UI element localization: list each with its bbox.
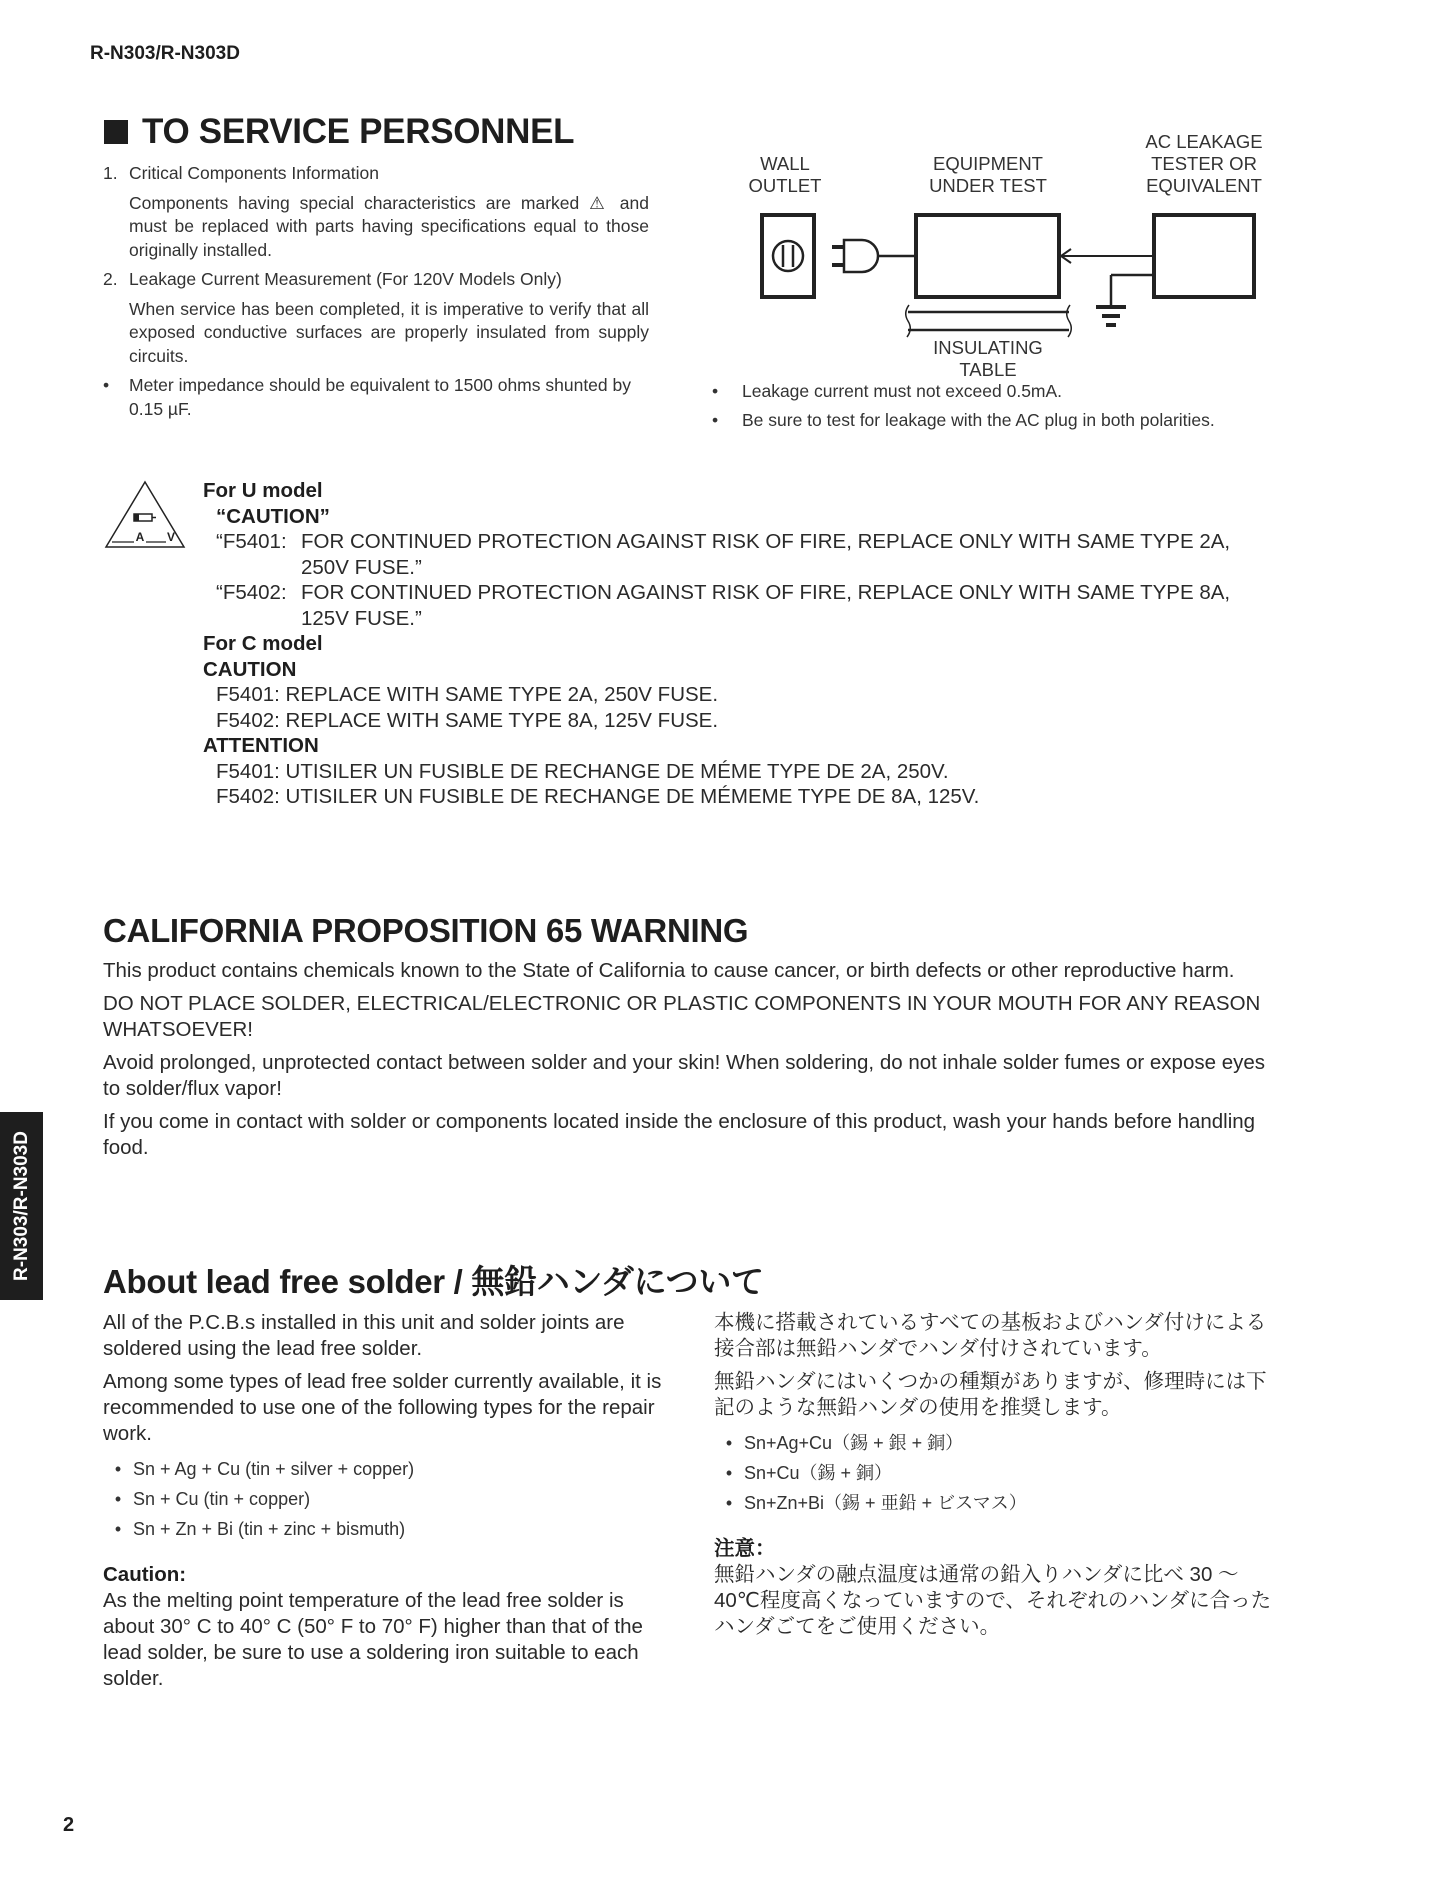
item-label: Critical Components Information <box>129 163 379 183</box>
label-line: INSULATING <box>933 337 1043 358</box>
paragraph: 本機に搭載されているすべての基板およびハンダ付けによる接合部は無鉛ハンダでハンダ付けされています。 <box>714 1311 1267 1360</box>
bullet-icon: • <box>725 1493 733 1513</box>
svg-text:V: V <box>166 530 176 544</box>
bullet-text: Be sure to test for leakage with the AC plug in both polarities. <box>742 410 1215 430</box>
california-warning-body <box>103 958 1283 1168</box>
label-line: AC LEAKAGE <box>1145 131 1263 152</box>
equipment-box <box>916 215 1059 297</box>
insulating-table-label <box>898 337 1078 381</box>
square-bullet-icon <box>104 120 128 144</box>
bullet-item <box>103 374 649 421</box>
list-item <box>103 1484 663 1514</box>
fuse-caution-block <box>203 478 1278 810</box>
side-model-tab <box>0 1112 43 1300</box>
list-item-text: Sn+Zn+Bi（錫 + 亜鉛 + ビスマス） <box>744 1493 1027 1513</box>
label-line: EQUIPMENT <box>933 153 1043 174</box>
bullet-item <box>712 406 1215 435</box>
svg-text:A: A <box>135 530 145 544</box>
bullet-text: Meter impedance should be equivalent to 1500 ohms shunted by 0.15 µF. <box>129 375 631 419</box>
fuse-line: F5401: REPLACE WITH SAME TYPE 2A, 250V FUSE. <box>216 683 719 706</box>
wall-outlet-label <box>730 153 840 197</box>
section-title-lead-free: About lead free solder / 無鉛ハンダについて <box>103 1263 764 1300</box>
paragraph: This product contains chemicals known to the State of California to cause cancer, or birth defects or other reproductive harm. <box>103 959 1235 982</box>
fuse-text: FOR CONTINUED PROTECTION AGAINST RISK OF FIRE, REPLACE ONLY WITH SAME TYPE 8A, <box>301 581 1231 604</box>
section-title-california: CALIFORNIA PROPOSITION 65 WARNING <box>103 912 749 949</box>
fuse-warning-triangle-icon <box>104 480 186 550</box>
fuse-line: F5402: REPLACE WITH SAME TYPE 8A, 125V FUSE. <box>216 708 719 732</box>
numbered-item <box>103 162 649 186</box>
bullet-icon: • <box>725 1433 733 1453</box>
bullet-icon: • <box>725 1463 733 1483</box>
service-personnel-column <box>103 162 649 421</box>
bullet-text: Leakage current must not exceed 0.5mA. <box>742 381 1063 401</box>
paragraph: All of the P.C.B.s installed in this unit and solder joints are soldered using the lead free solder. <box>103 1311 625 1360</box>
fuse-text-continued: 125V FUSE.” <box>301 606 422 630</box>
leakage-notes <box>712 377 1215 435</box>
list-item <box>714 1458 1274 1488</box>
paragraph: Avoid prolonged, unprotected contact between solder and your skin! When soldering, do not inhale solder fumes or expose eyes to solder/flux vapor! <box>103 1051 1266 1100</box>
bullet-icon: • <box>114 1519 122 1539</box>
insulating-table-icon <box>906 305 1072 337</box>
fuse-code: “F5402: <box>216 581 287 604</box>
fuse-line <box>203 580 1278 606</box>
paragraph: DO NOT PLACE SOLDER, ELECTRICAL/ELECTRONIC OR PLASTIC COMPONENTS IN YOUR MOUTH FOR ANY REASON WHATSOEVER! <box>103 992 1261 1041</box>
label-line: EQUIVALENT <box>1146 175 1262 196</box>
tester-label <box>1134 131 1274 197</box>
paragraph: 無鉛ハンダにはいくつかの種類がありますが、修理時には下記のような無鉛ハンダの使用を推奨します。 <box>714 1370 1267 1419</box>
list-item <box>103 1454 663 1484</box>
caution-text: As the melting point temperature of the lead free solder is about 30° C to 40° C (50° F to 70° F) higher than that of the lead solder, be sure to use a soldering iron suitable to each solder. <box>103 1589 643 1690</box>
list-item-text: Sn + Zn + Bi (tin + zinc + bismuth) <box>133 1519 406 1539</box>
arrow-icon <box>1061 249 1154 263</box>
label-line: TESTER OR <box>1151 153 1257 174</box>
bullet-icon: • <box>114 1489 122 1509</box>
list-item-text: Sn+Cu（錫 + 銅） <box>744 1463 893 1483</box>
item-number: 2. <box>103 269 118 289</box>
section-title-text: TO SERVICE PERSONNEL <box>142 112 575 151</box>
bullet-icon: • <box>103 375 110 395</box>
wall-outlet-icon <box>762 215 814 297</box>
list-item <box>714 1488 1274 1518</box>
item-body: Components having special characteristics are marked ⚠ and must be replaced with parts having specifications equal to those originally installed. <box>129 192 649 260</box>
item-label: Leakage Current Measurement (For 120V Models Only) <box>129 269 562 289</box>
list-item-text: Sn + Ag + Cu (tin + silver + copper) <box>133 1459 415 1479</box>
ground-icon <box>1096 275 1154 325</box>
caution-text: 無鉛ハンダの融点温度は通常の鉛入りハンダに比べ 30 ～ 40℃程度高くなっていますので、それぞれのハンダに合ったハンダごてをご使用ください。 <box>714 1563 1272 1638</box>
equipment-label <box>898 153 1078 197</box>
fuse-text: FOR CONTINUED PROTECTION AGAINST RISK OF FIRE, REPLACE ONLY WITH SAME TYPE 2A, <box>301 530 1231 553</box>
list-item <box>714 1428 1274 1458</box>
item-body: When service has been completed, it is imperative to verify that all exposed conductive surfaces are properly insulated from supply circuits. <box>129 298 649 366</box>
page-number: 2 <box>63 1814 75 1836</box>
u-model-heading: For U model <box>203 479 323 502</box>
label-line: WALL <box>760 153 810 174</box>
bullet-item <box>712 377 1215 406</box>
document-model-header: R-N303/R-N303D <box>90 43 240 64</box>
paragraph: If you come in contact with solder or components located inside the enclosure of this product, wash your hands before handling food. <box>103 1110 1256 1159</box>
caution-heading: 注意： <box>714 1537 776 1560</box>
fuse-line: F5401: UTISILER UN FUSIBLE DE RECHANGE DE MÉME TYPE DE 2A, 250V. <box>216 759 949 783</box>
fuse-code: “F5401: <box>216 530 287 553</box>
list-item-text: Sn+Ag+Cu（錫 + 銀 + 銅） <box>744 1433 964 1453</box>
label-line: UNDER TEST <box>929 175 1047 196</box>
solder-type-list <box>103 1454 663 1544</box>
fuse-line <box>203 529 1278 555</box>
label-line: OUTLET <box>748 175 822 196</box>
bullet-icon: • <box>712 381 719 401</box>
lead-free-japanese-column <box>714 1310 1274 1640</box>
fuse-line: F5402: UTISILER UN FUSIBLE DE RECHANGE DE MÉMEME TYPE DE 8A, 125V. <box>216 785 980 808</box>
side-tab-label: R-N303/R-N303D <box>10 1131 32 1281</box>
bullet-icon: • <box>114 1459 122 1479</box>
bullet-icon: • <box>712 410 719 430</box>
ac-plug-icon <box>832 240 916 272</box>
list-item <box>103 1514 663 1544</box>
c-model-attention: ATTENTION <box>203 734 319 757</box>
fuse-text-continued: 250V FUSE.” <box>301 555 422 579</box>
label-line: TABLE <box>959 359 1017 380</box>
caution-heading: Caution: <box>103 1563 187 1586</box>
u-model-caution: “CAUTION” <box>216 504 330 528</box>
lead-free-english-column <box>103 1310 663 1692</box>
c-model-heading: For C model <box>203 632 323 655</box>
paragraph: Among some types of lead free solder currently available, it is recommended to use one of the following types for the repair work. <box>103 1370 662 1445</box>
list-item-text: Sn + Cu (tin + copper) <box>133 1489 311 1509</box>
solder-type-list <box>714 1428 1274 1518</box>
numbered-item <box>103 268 649 292</box>
item-number: 1. <box>103 163 118 183</box>
section-title-service-personnel <box>104 112 574 152</box>
tester-box <box>1154 215 1254 297</box>
c-model-caution: CAUTION <box>203 657 297 681</box>
